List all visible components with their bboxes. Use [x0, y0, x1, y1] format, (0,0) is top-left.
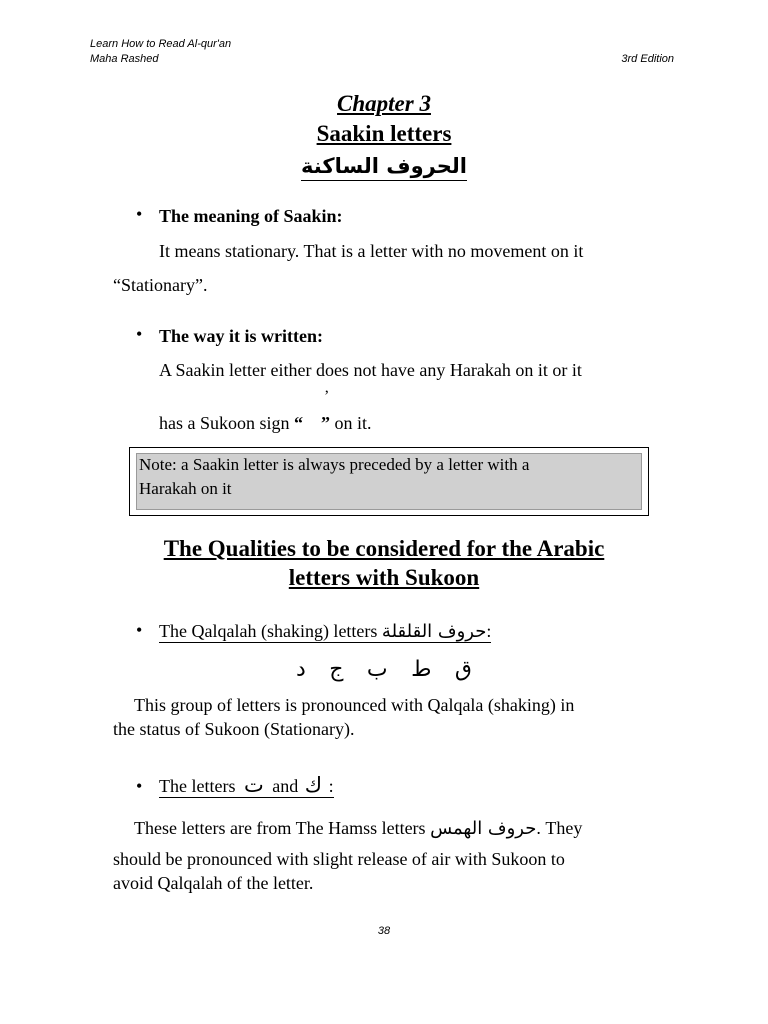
ta-kaf-bullet	[159, 775, 334, 798]
ta-kaf-desc-after: . They	[536, 818, 583, 838]
qalqalah-letter-dal: د	[296, 657, 306, 682]
note-box	[129, 447, 649, 516]
meaning-line-1: It means stationary. That is a letter with no movement on it	[159, 241, 584, 261]
qalqalah-letter-jeem: ج	[329, 657, 344, 682]
edition-label: 3rd Edition	[621, 53, 674, 65]
bullet-qalqalah: •	[136, 620, 143, 640]
qalqalah-letter-qaf: ق	[454, 657, 472, 682]
ta-kaf-desc-line-1	[134, 817, 582, 840]
bullet-written: •	[136, 324, 143, 344]
qalqalah-arabic-label: حروف القلقلة	[381, 621, 487, 642]
written-line-2	[159, 412, 372, 434]
qalqalah-colon: :	[486, 621, 492, 641]
ta-kaf-desc-line-3: avoid Qalqalah of the letter.	[113, 873, 314, 893]
ta-kaf-desc-line-2: should be pronounced with slight release of air with Sukoon to	[113, 849, 565, 869]
qalqalah-letters	[296, 657, 472, 682]
qalqalah-bullet-text: The Qalqalah (shaking) letters	[159, 621, 378, 641]
note-line-2: Harakah on it	[139, 479, 232, 498]
chapter-number	[0, 91, 768, 117]
book-title: Learn How to Read Al-qur'an	[90, 38, 232, 50]
qalqalah-desc-line-2: the status of Sukoon (Stationary).	[113, 719, 355, 739]
ta-kaf-and: and	[272, 776, 299, 796]
written-line-2-after: on it.	[334, 413, 372, 433]
chapter-title	[0, 121, 768, 147]
chapter-title-text: Saakin letters	[316, 121, 452, 146]
open-quote: “	[294, 413, 303, 433]
qualities-heading-line-2: letters with Sukoon	[288, 565, 480, 590]
bullet-meaning: •	[136, 204, 143, 224]
qualities-heading	[0, 534, 768, 592]
chapter-arabic-title-text: الحروف الساكنة	[301, 154, 467, 181]
letter-kaf: ك	[304, 773, 323, 797]
chapter-number-text: Chapter 3	[337, 91, 431, 116]
qalqalah-letter-taa: ط	[411, 657, 432, 682]
meaning-line-2: “Stationary”.	[113, 275, 208, 295]
written-line-1: A Saakin letter either does not have any Harakah on it or it	[159, 360, 582, 380]
qualities-heading-line-1: The Qualities to be considered for the Arabic	[163, 536, 605, 561]
close-quote: ”	[321, 413, 330, 433]
meaning-heading: The meaning of Saakin:	[159, 206, 343, 226]
sukoon-sign-icon: ’	[324, 388, 330, 405]
qalqalah-letter-baa: ب	[366, 657, 388, 682]
qalqalah-bullet	[159, 621, 491, 643]
bullet-ta-kaf: •	[136, 776, 143, 796]
chapter-arabic-title	[0, 154, 768, 179]
ta-kaf-colon: :	[328, 776, 334, 796]
hamss-arabic-label: حروف الهمس	[430, 818, 537, 839]
letter-ta: ت	[243, 773, 264, 797]
written-line-2-before: has a Sukoon sign	[159, 413, 290, 433]
ta-kaf-prefix: The letters	[159, 776, 236, 796]
page-number: 38	[377, 925, 391, 937]
ta-kaf-desc-before: These letters are from The Hamss letters	[134, 818, 426, 838]
qalqalah-desc-line-1: This group of letters is pronounced with Qalqala (shaking) in	[134, 695, 575, 715]
author-name: Maha Rashed	[90, 53, 159, 65]
note-line-1: Note: a Saakin letter is always preceded by a letter with a	[139, 455, 530, 474]
written-heading: The way it is written:	[159, 326, 323, 346]
